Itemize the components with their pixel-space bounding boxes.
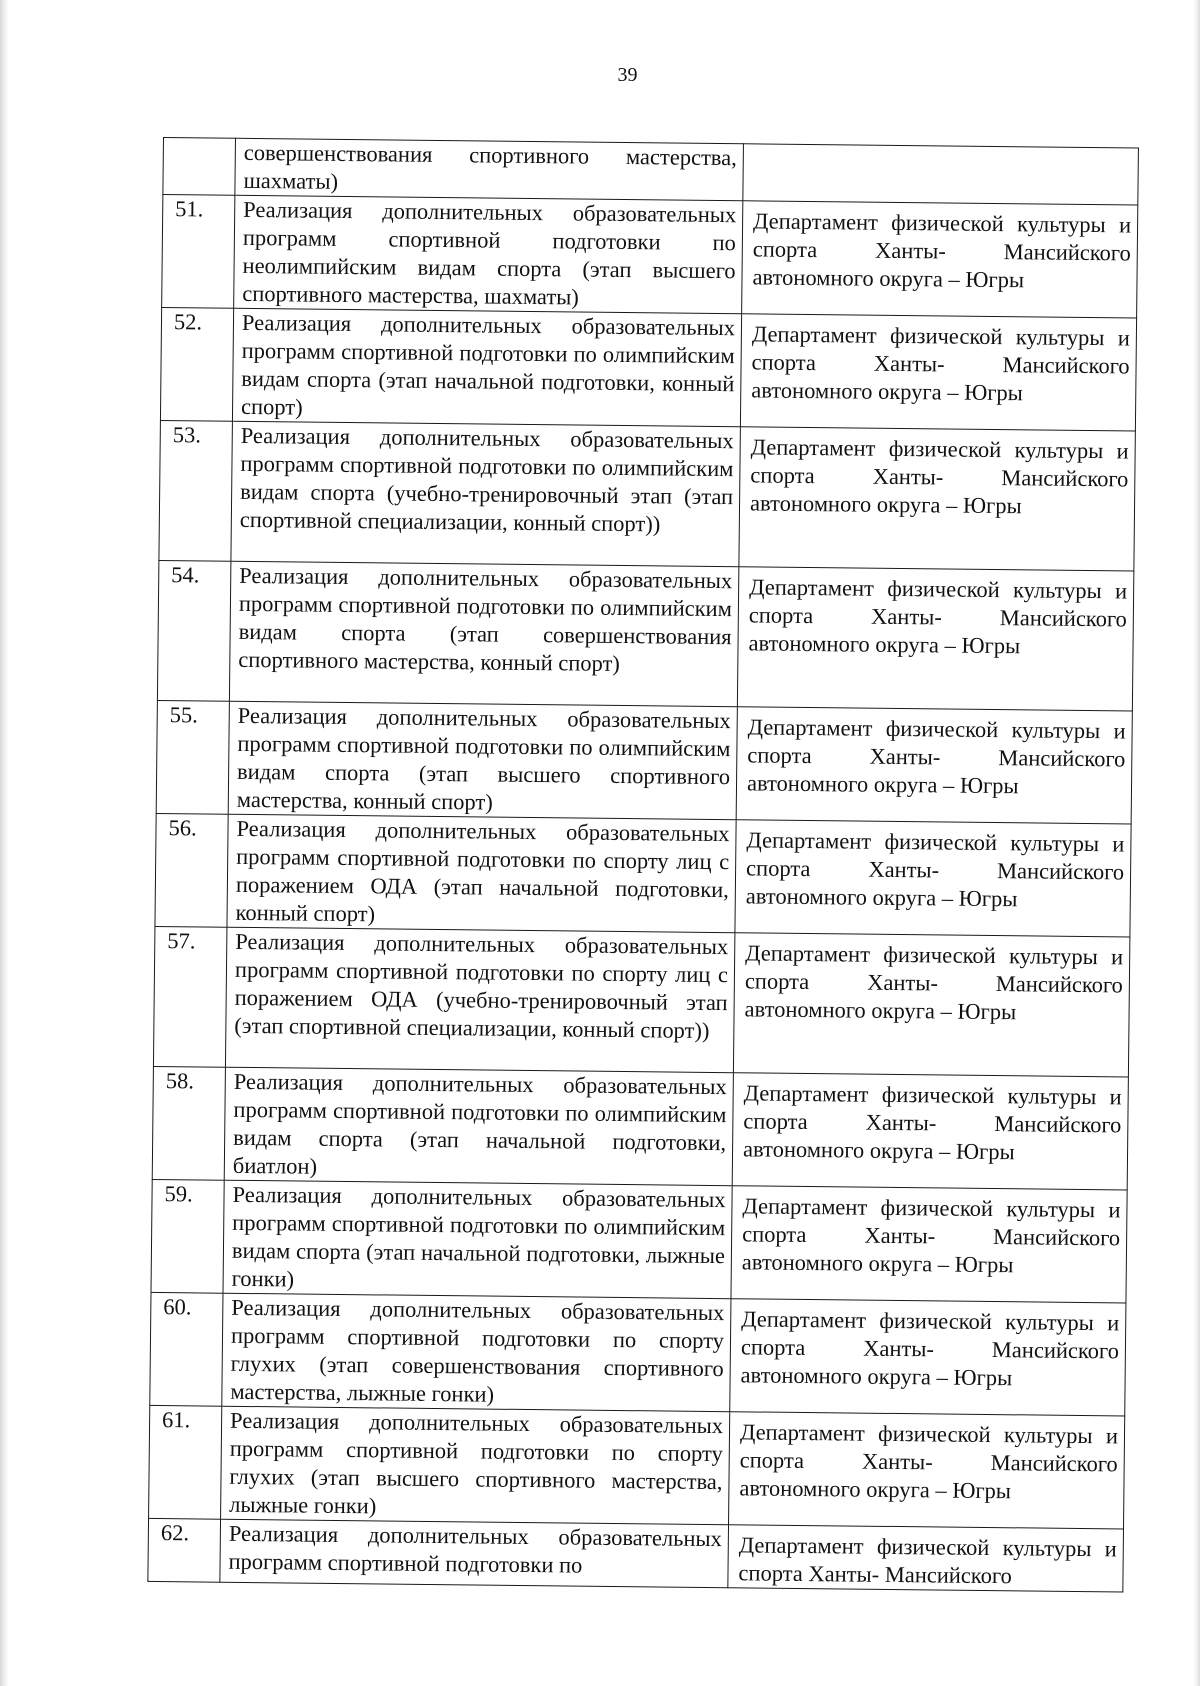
row-department: Департамент физической культуры и спорта Ханты- Мансийского автономного округа – Югры <box>739 427 1135 571</box>
table-row <box>148 1518 1124 1592</box>
row-number: 62. <box>148 1518 221 1582</box>
row-number: 52. <box>160 307 233 421</box>
row-description: Реализация дополнительных образовательных программ спортивной подготовки по спорту лиц с поражением ОДА (учебно-тренировочный этап (этап спортивной специализации, конный спорт)) <box>225 927 734 1072</box>
row-number: 58. <box>152 1066 225 1180</box>
row-description: Реализация дополнительных образовательных программ спортивной подготовки по спорту глухих (этап совершенствования спортивного мастерства, лыжные гонки) <box>222 1293 731 1411</box>
row-description: Реализация дополнительных образовательных программ спортивной подготовки по олимпийским видам спорта (этап высшего спортивного мастерства, конный спорт) <box>228 701 737 819</box>
row-description: Реализация дополнительных образовательных программ спортивной подготовки по олимпийским видам спорта (этап начальной подготовки, биатлон) <box>224 1067 733 1185</box>
row-number: 60. <box>150 1292 223 1406</box>
row-description: Реализация дополнительных образовательных программ спортивной подготовки по олимпийским видам спорта (учебно-тренировочный этап (этап спортивной специализации, конный спорт)) <box>231 421 740 566</box>
services-table <box>147 137 1139 1592</box>
row-number-cell <box>163 138 236 196</box>
table-row <box>155 813 1131 937</box>
table-row <box>160 307 1136 431</box>
row-number: 57. <box>153 926 227 1067</box>
row-description: Реализация дополнительных образовательных программ спортивной подготовки по олимпийским видам спорта (этап совершенствования спортивного мастерства, конный спорт) <box>229 561 738 706</box>
row-description: совершенствования спортивного мастерства, шахматы) <box>235 138 744 200</box>
row-description: Реализация дополнительных образовательных программ спортивной подготовки по спорту лиц с поражением ОДА (этап начальной подготовки, конный спорт) <box>227 814 736 932</box>
row-department: Департамент физической культуры и спорта Ханты- Мансийского автономного округа – Югры <box>740 314 1136 431</box>
row-department: Департамент физической культуры и спорта Ханты- Мансийского автономного округа – Югры <box>737 567 1133 711</box>
row-number: 59. <box>151 1179 224 1293</box>
row-department: Департамент физической культуры и спорта Ханты- Мансийского автономного округа – Югры <box>732 1073 1128 1190</box>
table-row <box>150 1292 1126 1416</box>
row-department: Департамент физической культуры и спорта Ханты- Мансийского автономного округа – Югры <box>736 707 1132 824</box>
row-description: Реализация дополнительных образовательных программ спортивной подготовки по неолимпийским видам спорта (этап высшего спортивного мастерства, шахматы) <box>234 195 743 313</box>
table-row <box>156 700 1132 824</box>
table-row-continuation <box>163 138 1139 206</box>
row-department: Департамент физической культуры и спорта Ханты- Мансийского автономного округа – Югры <box>730 1299 1126 1416</box>
row-number: 61. <box>149 1405 222 1519</box>
row-department: Департамент физической культуры и спорта Ханты- Мансийского автономного округа – Югры <box>733 933 1129 1077</box>
row-number: 51. <box>162 195 235 309</box>
page-number: 39 <box>617 64 638 86</box>
table-row <box>151 1179 1127 1303</box>
row-number: 54. <box>157 560 231 701</box>
row-department <box>743 144 1139 205</box>
row-description: Реализация дополнительных образовательных программ спортивной подготовки по <box>220 1519 729 1587</box>
table-row <box>159 420 1135 571</box>
row-description: Реализация дополнительных образовательных программ спортивной подготовки по спорту глухих (этап высшего спортивного мастерства, лыжные гонки) <box>221 1406 730 1524</box>
row-department: Департамент физической культуры и спорта Ханты- Мансийского автономного округа – Югры <box>742 201 1138 318</box>
row-department: Департамент физической культуры и спорта Ханты- Мансийского <box>728 1525 1124 1592</box>
row-department: Департамент физической культуры и спорта Ханты- Мансийского автономного округа – Югры <box>729 1412 1125 1529</box>
table-row <box>157 560 1133 711</box>
scan-edge-right <box>1193 0 1200 1686</box>
row-number: 53. <box>159 420 233 561</box>
table-row <box>152 1066 1128 1190</box>
table-row <box>149 1405 1125 1529</box>
table-row <box>153 926 1129 1077</box>
row-department: Департамент физической культуры и спорта Ханты- Мансийского автономного округа – Югры <box>735 820 1131 937</box>
row-description: Реализация дополнительных образовательных программ спортивной подготовки по олимпийским видам спорта (этап начальной подготовки, лыжные гонки) <box>223 1180 732 1298</box>
table-row <box>162 195 1138 319</box>
scan-edge-left <box>0 0 9 1686</box>
row-department: Департамент физической культуры и спорта Ханты- Мансийского автономного округа – Югры <box>731 1186 1127 1303</box>
row-description: Реализация дополнительных образовательных программ спортивной подготовки по олимпийским видам спорта (этап начальной подготовки, конный спорт) <box>232 308 741 426</box>
row-number: 56. <box>155 813 228 927</box>
row-number: 55. <box>156 700 229 814</box>
